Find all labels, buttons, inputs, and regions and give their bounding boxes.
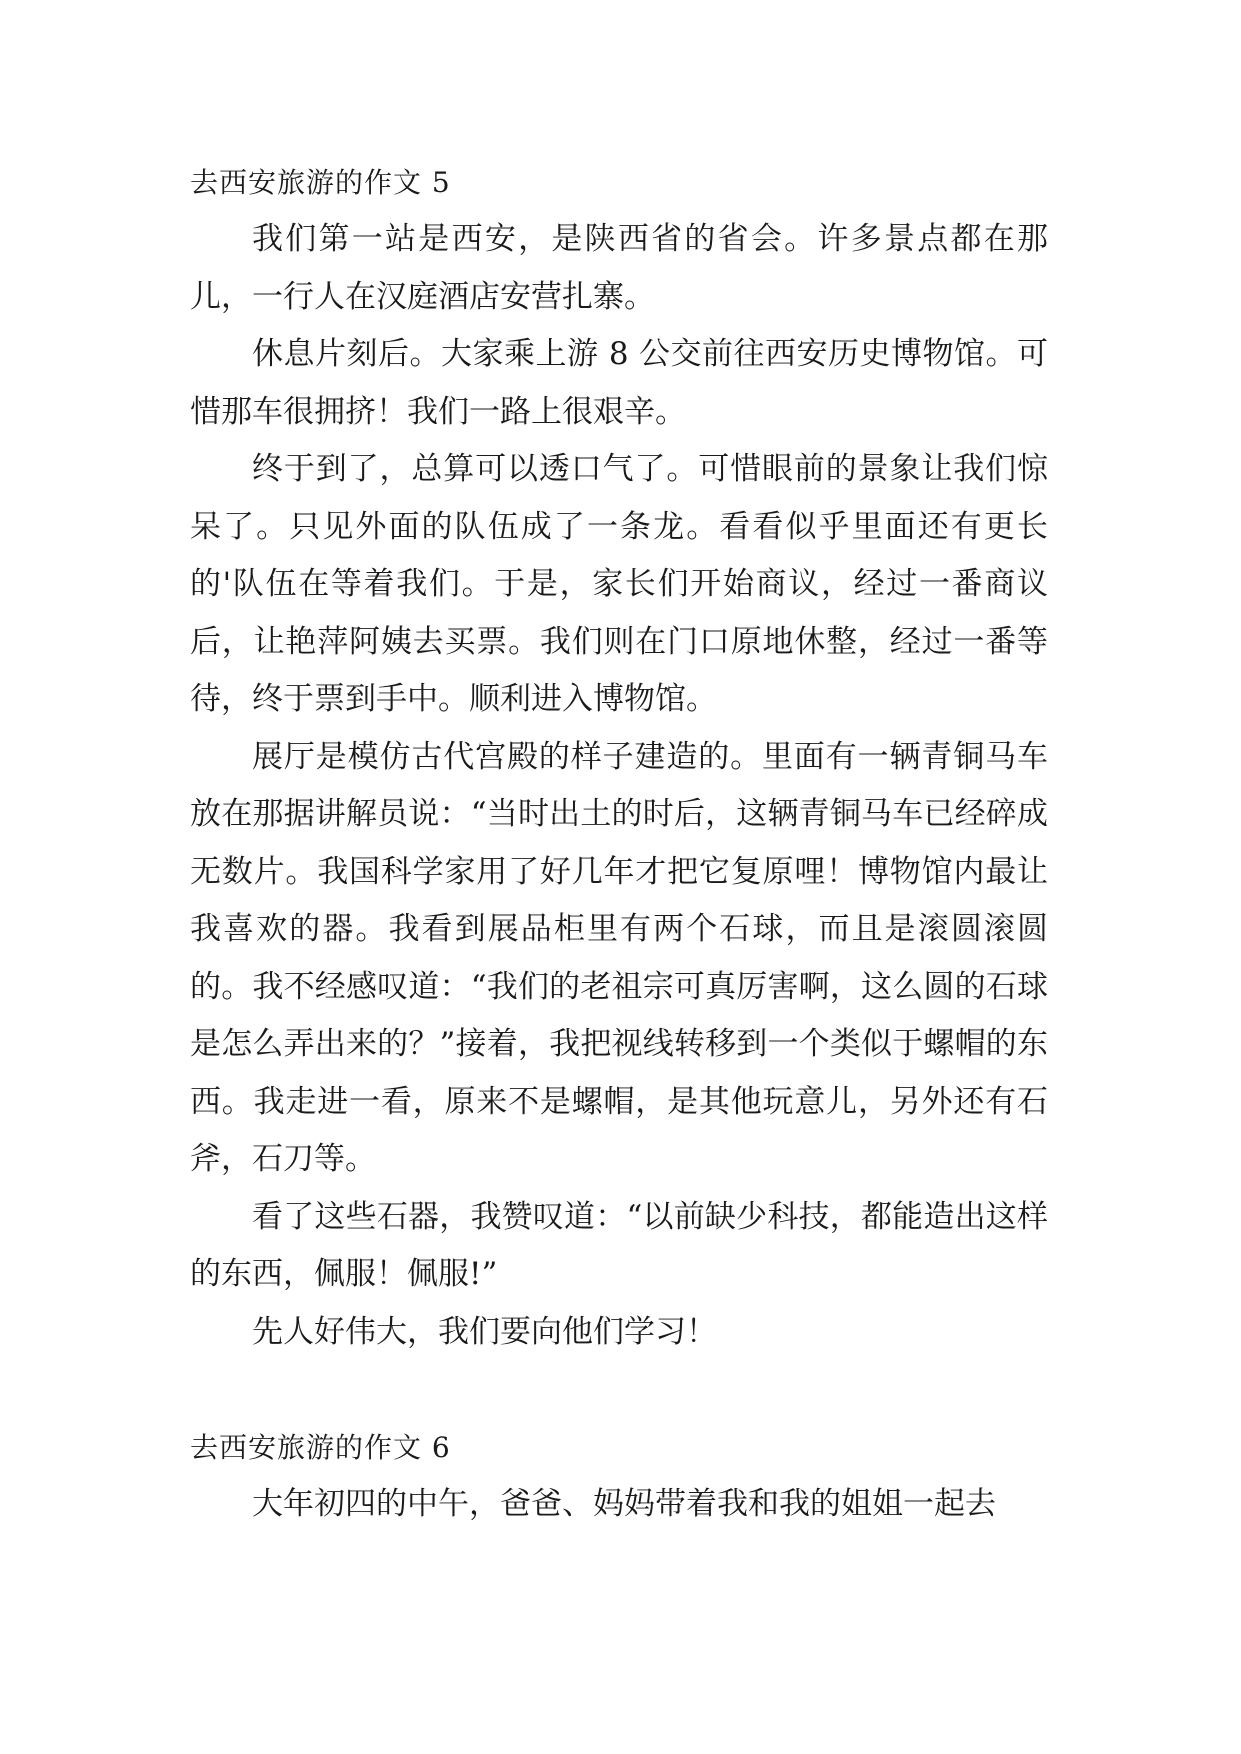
essay-6 bbox=[190, 1420, 1048, 1534]
essay-paragraph: 先人好伟大，我们要向他们学习！ bbox=[252, 1313, 717, 1350]
essay-title: 去西安旅游的作文 5 bbox=[190, 166, 451, 199]
essay-paragraph: 终于到了，总算可以透口气了。可惜眼前的景象让我们惊呆了。只见外面的队伍成了一条龙。看看似乎里面还有更长的'队伍在等着我们。于是，家长们开始商议，经过一番商议后，让艳萍阿姨去买票。我们则在门口原地休整，经过一番等待，终于票到手中。顺利进入博物馆。 bbox=[190, 451, 1048, 717]
essay-paragraph: 我们第一站是西安，是陕西省的省会。许多景点都在那儿，一行人在汉庭酒店安营扎寨。 bbox=[190, 221, 1048, 315]
essay-paragraph: 休息片刻后。大家乘上游 8 公交前往西安历史博物馆。可惜那车很拥挤！我们一路上很艰辛。 bbox=[190, 336, 1048, 430]
essay-paragraph: 看了这些石器，我赞叹道：“以前缺少科技，都能造出这样的东西，佩服！佩服!” bbox=[190, 1198, 1048, 1292]
essay-title: 去西安旅游的作文 6 bbox=[190, 1431, 451, 1464]
essay-paragraph: 展厅是模仿古代宫殿的样子建造的。里面有一辆青铜马车放在那据讲解员说：“当时出土的时后，这辆青铜马车已经碎成无数片。我国科学家用了好几年才把它复原哩！博物馆内最让我喜欢的器。我看到展品柜里有两个石球，而且是滚圆滚圆的。我不经感叹道：“我们的老祖宗可真厉害啊，这么圆的石球是怎么弄出来的？”接着，我把视线转移到一个类似于螺帽的东西。我走进一看，原来不是螺帽，是其他玩意儿，另外还有石斧，石刀等。 bbox=[190, 738, 1048, 1177]
essay-paragraph: 大年初四的中午，爸爸、妈妈带着我和我的姐姐一起去 bbox=[252, 1486, 996, 1522]
essay-5 bbox=[190, 155, 1048, 1361]
